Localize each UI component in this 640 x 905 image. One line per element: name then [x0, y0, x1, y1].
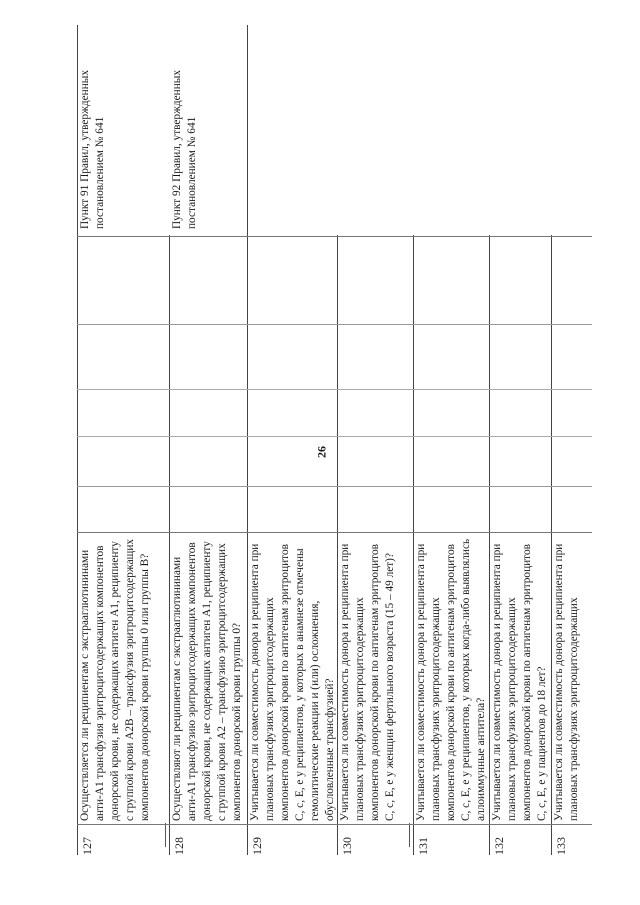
row-question: Учитывается ли совместимость донора и реципиента при плановых трансфузиях эритроцитсодержащих [553, 543, 580, 821]
row-question: Осуществляется ли реципиентам с экстрааглютининами анти-А1 трансфузия эритроцитсодержащих компонентов донорской крови, не содержащих антиген А1, реципиенту с группой крови А2В – трансфузия эритроцитсодержащих компонентов донорской крови группы 0 или группы В? [79, 538, 151, 821]
row-reference: Пункт 91 Правил, утвержденных постановлением № 641 [79, 70, 106, 229]
table-row [247, 25, 337, 855]
row-reference [247, 25, 337, 235]
row-question: Осуществляют ли реципиентам с экстрааглютининами анти-А1 трансфузию эритроцитсодержащих компонентов донорской крови, не содержащих антиген А1, реципиенту с группой крови А2 – трансфузию эритроцитсодержащих компонентов донорской крови группы 0? [171, 541, 243, 821]
row-question: Учитывается ли совместимость донора и реципиента при плановых трансфузиях эритроцитсодержащих компонентов донорской крови по антигенам эритроцитов С, с, Е, е у реципиентов, у которых в анамнезе отмечены гемолитические реакции и (или) осложнения, обусловленные трансфузией? [249, 543, 336, 821]
row-reference [551, 25, 592, 235]
table-row [489, 25, 551, 855]
row-number: 128 [172, 837, 186, 855]
row-reference [413, 25, 489, 235]
page-number: 26 [314, 446, 329, 458]
row-number: 130 [340, 837, 354, 855]
checklist-table [77, 25, 592, 855]
row-reference: Пункт 92 Правил, утвержденных постановлением № 641 [171, 70, 198, 229]
row-number: 131 [416, 837, 430, 855]
table-row [337, 25, 413, 855]
row-question: Учитывается ли совместимость донора и реципиента при плановых трансфузиях эритроцитсодержащих компонентов донорской крови по антигенам эритроцитов С, с, Е, е у пациентов до 18 лет? [491, 543, 548, 821]
row-question: Учитывается ли совместимость донора и реципиента при плановых трансфузиях эритроцитсодержащих компонентов донорской крови по антигенам эритроцитов С, с, Е, е у женщин фертильного возраста (15 – 49 лет)? [339, 543, 396, 821]
row-number: 132 [492, 837, 506, 855]
row-number: 133 [554, 837, 568, 855]
row-number: 129 [250, 837, 264, 855]
row-reference [337, 25, 413, 235]
row-reference [489, 25, 551, 235]
row-question: Учитывается ли совместимость донора и реципиента при плановых трансфузиях эритроцитсодержащих компонентов донорской крови по антигенам эритроцитов С, с, Е, е у реципиентов, у которых когда-либо выявлялись аллоиммунные антитела? [415, 538, 487, 821]
table-row [413, 25, 489, 855]
row-number: 127 [80, 837, 94, 855]
table-row [551, 25, 592, 855]
table-row [169, 25, 247, 855]
table-row [77, 25, 169, 855]
